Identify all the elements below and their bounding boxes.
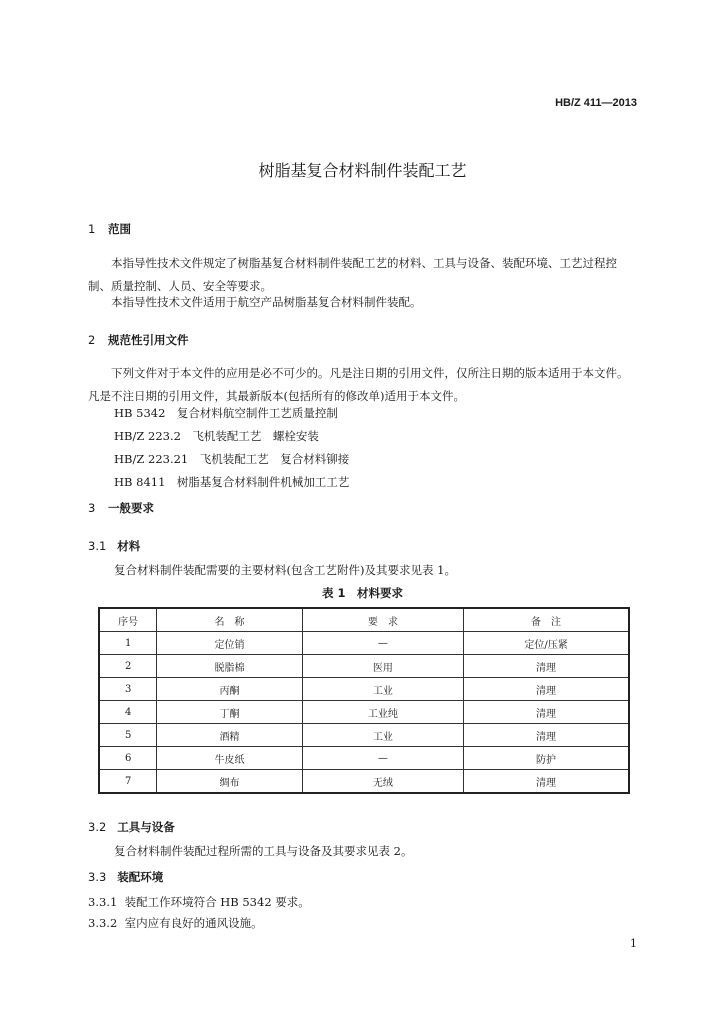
section-1-paragraph-1: 本指导性技术文件规定了树脂基复合材料制件装配工艺的材料、工具与设备、装配环境、工艺过程控制、质量控制、人员、安全等要求。 <box>88 256 617 293</box>
table-1-caption: 表 1 材料要求 <box>321 586 403 600</box>
subsection-title: 工具与设备 <box>117 820 175 834</box>
table-cell: 丙酮 <box>157 678 302 701</box>
section-title: 规范性引用文件 <box>108 333 189 347</box>
table-cell: 工业 <box>302 724 463 747</box>
reference-item: HB 5342 复合材料航空制件工艺质量控制 <box>114 406 338 420</box>
reference-item: HB/Z 223.21 飞机装配工艺 复合材料铆接 <box>114 452 350 466</box>
reference-item: HB/Z 223.2 飞机装配工艺 螺栓安装 <box>114 429 319 443</box>
table-cell: 丁酮 <box>157 701 302 724</box>
clause-3-3-2 <box>88 915 263 931</box>
column-header: 序号 <box>99 608 157 632</box>
table-cell: 绸布 <box>157 770 302 794</box>
table-cell: — <box>302 747 463 770</box>
column-header: 名 称 <box>157 608 302 632</box>
table-cell: 清理 <box>464 770 629 794</box>
section-2-heading <box>88 332 189 348</box>
table-row <box>99 770 629 794</box>
subsection-3-1-text: 复合材料制件装配需要的主要材料(包含工艺附件)及其要求见表 1。 <box>114 563 456 577</box>
table-row <box>99 632 629 655</box>
section-number: 2 <box>88 333 96 347</box>
table-cell: 2 <box>99 655 157 678</box>
table-row <box>99 701 629 724</box>
table-row <box>99 724 629 747</box>
table-cell: 5 <box>99 724 157 747</box>
subsection-number: 3.2 <box>88 820 107 834</box>
clause-number: 3.3.1 <box>88 895 118 909</box>
standard-code: HB/Z 411—2013 <box>555 97 637 109</box>
clause-text: 室内应有良好的通风设施。 <box>124 916 263 930</box>
table-cell: 酒精 <box>157 724 302 747</box>
section-number: 1 <box>88 222 96 236</box>
subsection-title: 装配环境 <box>117 870 164 884</box>
table-cell: 清理 <box>464 678 629 701</box>
subsection-3-2-text: 复合材料制件装配过程所需的工具与设备及其要求见表 2。 <box>114 844 413 858</box>
table-cell: 定位/压紧 <box>464 632 629 655</box>
table-cell: 脱脂棉 <box>157 655 302 678</box>
table-cell: 工业 <box>302 678 463 701</box>
table-cell: 7 <box>99 770 157 794</box>
section-title: 一般要求 <box>108 501 154 515</box>
reference-item: HB 8411 树脂基复合材料制件机械加工工艺 <box>114 475 350 489</box>
subsection-number: 3.1 <box>88 539 107 553</box>
subsection-3-3-heading <box>88 869 163 885</box>
section-3-heading <box>88 500 154 516</box>
section-2-paragraph: 下列文件对于本文件的应用是必不可少的。凡是注日期的引用文件，仅所注日期的版本适用于本文件。凡是不注日期的引用文件，其最新版本(包括所有的修改单)适用于本文件。 <box>88 366 629 403</box>
table-cell: 医用 <box>302 655 463 678</box>
table-cell: 定位销 <box>157 632 302 655</box>
clause-text: 装配工作环境符合 HB 5342 要求。 <box>124 895 310 909</box>
table-row <box>99 678 629 701</box>
table-cell: 1 <box>99 632 157 655</box>
table-cell: 牛皮纸 <box>157 747 302 770</box>
table-cell: 无绒 <box>302 770 463 794</box>
table-cell: 清理 <box>464 655 629 678</box>
page-number: 1 <box>630 937 637 950</box>
clause-3-3-1 <box>88 894 310 910</box>
table-row <box>99 655 629 678</box>
document-title: 树脂基复合材料制件装配工艺 <box>258 161 467 180</box>
table-cell: 防护 <box>464 747 629 770</box>
table-cell: — <box>302 632 463 655</box>
section-1-paragraph-2: 本指导性技术文件适用于航空产品树脂基复合材料制件装配。 <box>111 295 422 309</box>
section-1-heading <box>88 221 131 237</box>
clause-number: 3.3.2 <box>88 916 118 930</box>
subsection-3-2-heading <box>88 819 175 835</box>
subsection-number: 3.3 <box>88 870 107 884</box>
subsection-3-1-heading <box>88 538 140 554</box>
table-cell: 清理 <box>464 701 629 724</box>
table-row <box>99 747 629 770</box>
column-header: 备 注 <box>464 608 629 632</box>
table-cell: 清理 <box>464 724 629 747</box>
table-header-row <box>99 608 629 632</box>
section-number: 3 <box>88 501 96 515</box>
table-cell: 工业纯 <box>302 701 463 724</box>
section-title: 范围 <box>108 222 131 236</box>
subsection-title: 材料 <box>117 539 141 553</box>
materials-table <box>98 607 630 794</box>
column-header: 要 求 <box>302 608 463 632</box>
table-cell: 6 <box>99 747 157 770</box>
table-cell: 4 <box>99 701 157 724</box>
table-cell: 3 <box>99 678 157 701</box>
